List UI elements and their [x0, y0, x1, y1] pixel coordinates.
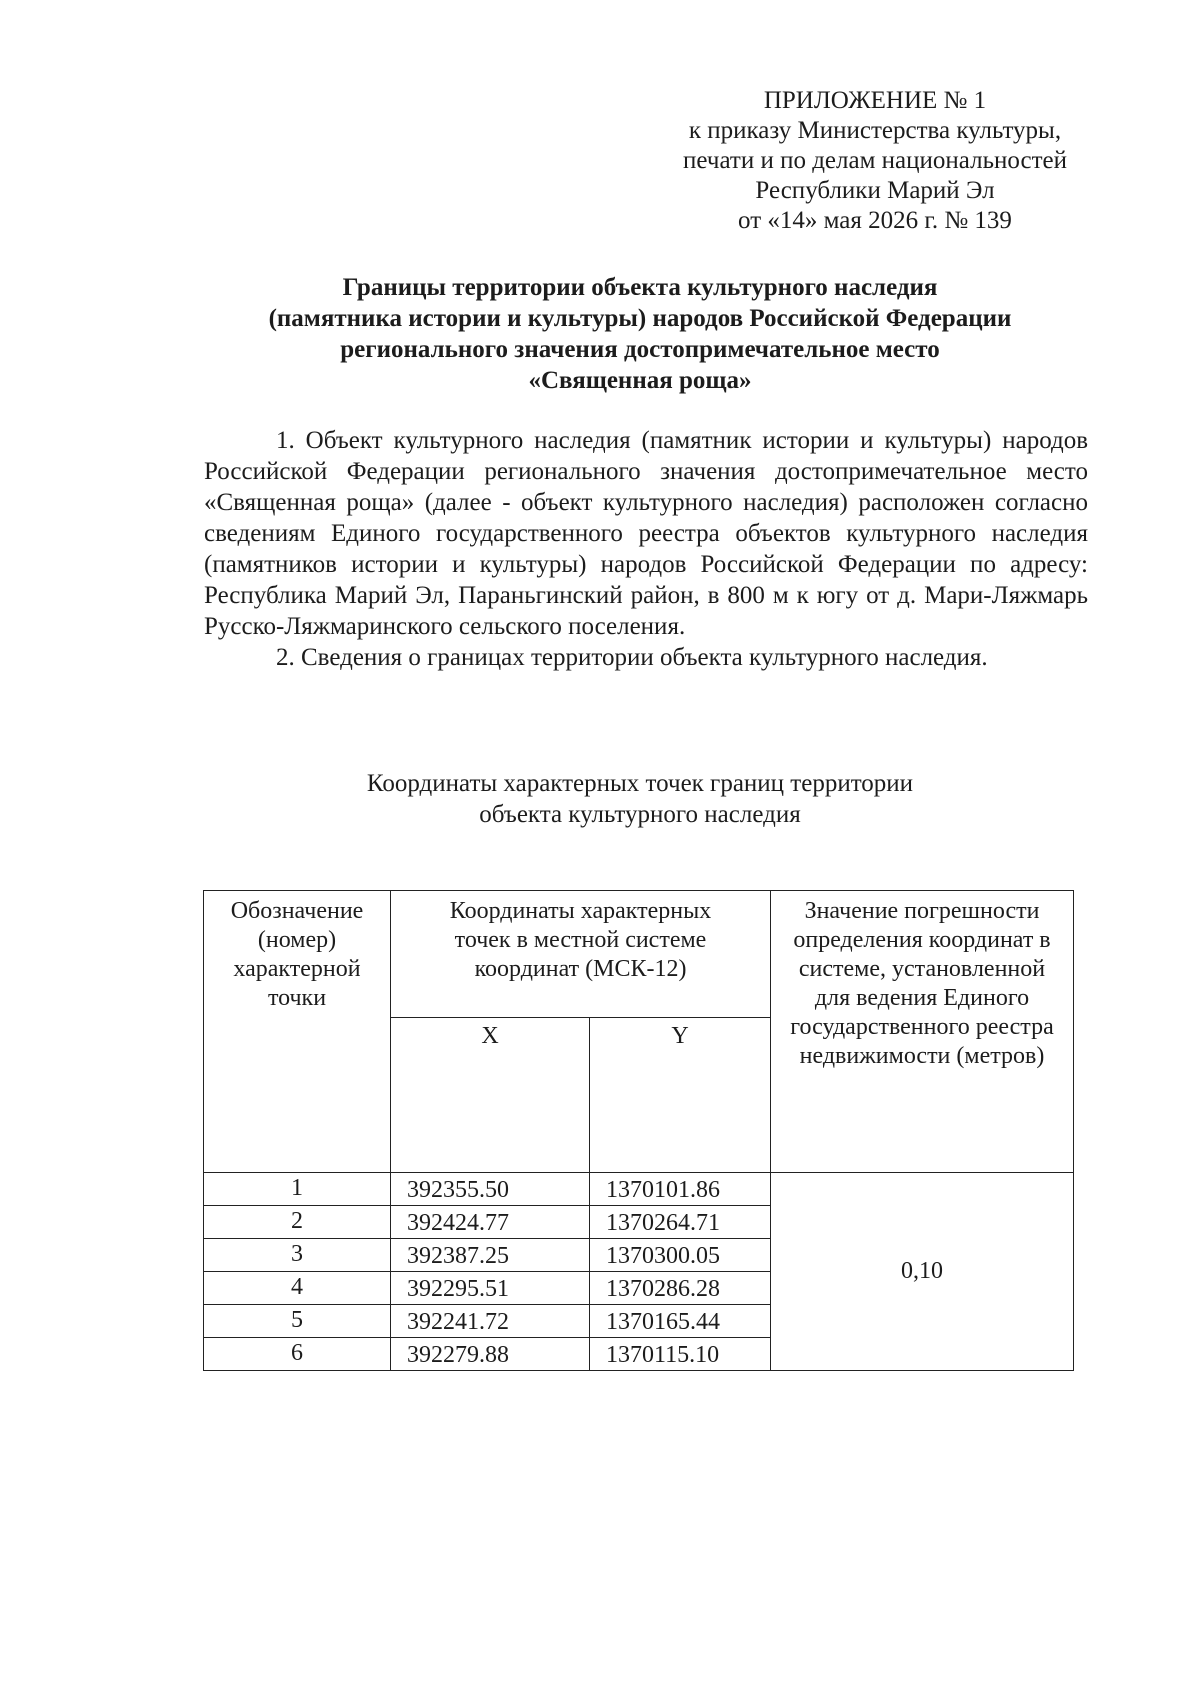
- appendix-line: Республики Марий Эл: [755, 177, 995, 204]
- coordinates-table: [203, 890, 1074, 1371]
- point-number: 1: [204, 1173, 391, 1206]
- point-number: 4: [204, 1272, 391, 1305]
- caption-line: Координаты характерных точек границ территории: [366, 770, 914, 797]
- coord-x: 392241.72: [391, 1305, 590, 1338]
- table-caption: [300, 768, 980, 830]
- body-text: [204, 425, 1088, 673]
- error-value: 0,10: [771, 1173, 1074, 1371]
- appendix-line: к приказу Министерства культуры,: [688, 117, 1062, 144]
- header-x: X: [391, 1018, 590, 1173]
- title-line: «Священная роща»: [528, 367, 752, 394]
- header-y: Y: [590, 1018, 771, 1173]
- point-number: 3: [204, 1239, 391, 1272]
- title-line: (памятника истории и культуры) народов Российской Федерации: [268, 305, 1012, 332]
- title-line: регионального значения достопримечательное место: [340, 336, 940, 363]
- coord-x: 392295.51: [391, 1272, 590, 1305]
- point-number: 5: [204, 1305, 391, 1338]
- coord-x: 392387.25: [391, 1239, 590, 1272]
- coord-x: 392424.77: [391, 1206, 590, 1239]
- appendix-line: печати и по делам национальностей: [683, 147, 1067, 174]
- coord-y: 1370300.05: [590, 1239, 771, 1272]
- header-point-number: [204, 891, 391, 1173]
- paragraph-2: 2. Сведения о границах территории объекта культурного наследия.: [276, 644, 988, 671]
- coord-y: 1370286.28: [590, 1272, 771, 1305]
- coord-y: 1370115.10: [590, 1338, 771, 1371]
- coord-y: 1370264.71: [590, 1206, 771, 1239]
- table-row: [204, 1173, 1074, 1206]
- caption-line: объекта культурного наследия: [479, 801, 801, 828]
- coord-x: 392279.88: [391, 1338, 590, 1371]
- point-number: 6: [204, 1338, 391, 1371]
- header-coordinates-text: Координаты характерных точек в местной системе координат (МСК-12): [449, 898, 712, 982]
- point-number: 2: [204, 1206, 391, 1239]
- paragraph-1: 1. Объект культурного наследия (памятник истории и культуры) народов Российской Федерации регионального значения достопримечательное место «Священная роща» (далее - объект культурного наследия) расположен согласно сведениям Единого государственного реестра объектов культурного наследия (памятников истории и культуры) народов Российской Федерации по адресу: Республика Марий Эл, Параньгинский район, в 800 м к югу от д. Мари-Ляжмарь Русско-Ляжмаринского сельского поселения.: [204, 427, 1088, 640]
- appendix-header: [640, 86, 1110, 236]
- coord-y: 1370165.44: [590, 1305, 771, 1338]
- appendix-line: ПРИЛОЖЕНИЕ № 1: [763, 87, 987, 114]
- document-title: [200, 272, 1080, 396]
- coord-x: 392355.50: [391, 1173, 590, 1206]
- header-point-number-text: Обозначение (номер) характерной точки: [230, 898, 364, 1011]
- header-coordinates: [391, 891, 771, 1018]
- title-line: Границы территории объекта культурного наследия: [342, 274, 938, 301]
- header-error-text: Значение погрешности определения координат в системе, установленной для ведения Единого государственного реестра недвижимости (метров): [790, 898, 1054, 1069]
- appendix-line: от «14» мая 2026 г. № 139: [738, 207, 1012, 234]
- coord-y: 1370101.86: [590, 1173, 771, 1206]
- header-error: [771, 891, 1074, 1173]
